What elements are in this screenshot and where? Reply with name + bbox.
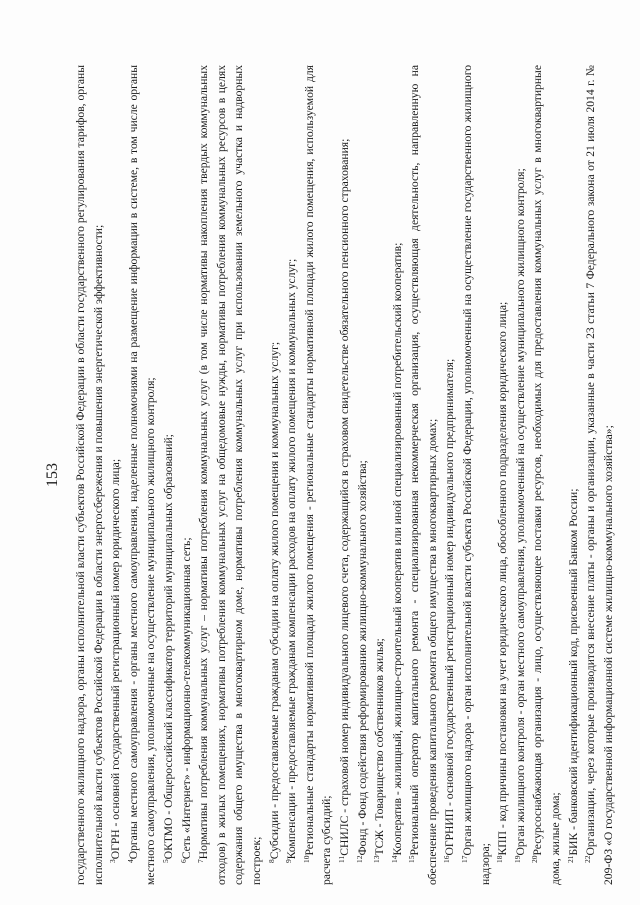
footnote-number: 8	[266, 859, 276, 863]
footnote-8	[266, 65, 284, 885]
footnote-number: 6	[178, 859, 188, 863]
footnote-22	[582, 65, 617, 885]
footnote-text: Фонд - Фонд содействия реформированию жилищно-коммунального хозяйства;	[355, 460, 369, 856]
footnote-number: 19	[512, 855, 522, 863]
footnote-text: Сеть «Интернет» - информационно-телекоммуникационная сеть;	[179, 537, 193, 860]
footnote-text: Субсидии - предоставляемые гражданам субсидии на оплату жилого помещения и коммунальных услуг;	[267, 341, 281, 860]
footnote-text: Органы местного самоуправления - органы местного самоуправления, наделенные полномочиями на размещение информации в системе, в том числе органы местного самоуправления, уполномоченные на осуществление муниципального жилищного контроля;	[126, 65, 158, 885]
footnote-14	[389, 65, 407, 885]
footnote-4	[125, 65, 160, 885]
footnote-text: Кооператив - жилищный, жилищно-строительный кооператив или иной специализированный потребительский кооператив;	[390, 242, 404, 856]
footnote-10	[301, 65, 336, 885]
footnote-text: СНИЛС - страховой номер индивидуального лицевого счета, содержащийся в страховом свидетельстве обязательного пенсионного страхования;	[337, 138, 351, 856]
footnote-number: 11	[336, 855, 346, 863]
footnote-number: 17	[460, 855, 470, 863]
footnote-5	[160, 65, 178, 885]
footnote-17	[459, 65, 494, 885]
footnote-text: БИК - банковский идентификационный код, присвоенный Банком России;	[566, 488, 580, 856]
footnote-text: КПП - код причины постановки на учет юридического лица, обособленного подразделения юридического лица;	[496, 301, 510, 856]
footnote-text: Нормативы потребления коммунальных услуг – нормативы потребления коммунальных услуг (в том числе нормативы накопления твердых коммунальных отходов) в жилых помещениях, нормативы потребления коммунальных услуг на общедомовые нужды, нормативы потребления коммунальных ресурсов в целях содержания общего имущества в многоквартирном доме, нормативы потребления коммунальных услуг при использовании земельного участка и надворных построек;	[197, 65, 263, 885]
footnote-text: ОКТМО - Общероссийский классификатор территорий муниципальных образований;	[161, 434, 175, 860]
page-number: 153	[44, 463, 61, 487]
footnote-7	[195, 65, 265, 885]
footnote-13	[371, 65, 389, 885]
footnote-3	[107, 65, 125, 885]
footnote-number: 21	[565, 855, 575, 863]
footnote-text: Региональный оператор капитального ремонта - специализированная некоммерческая организация, осуществляющая деятельность, направленную на обеспечение проведения капитального ремонта общего имущества в многоквартирных домах;	[408, 65, 439, 885]
rotated-content	[40, 65, 615, 885]
footnote-number: 12	[354, 855, 364, 863]
footnote-number: 3	[108, 859, 118, 863]
footnote-number: 15	[407, 855, 417, 863]
footnote-number: 14	[389, 855, 399, 863]
footnote-text: ОГРНИП - основной государственный регистрационный номер индивидуального предпринимателя;	[443, 358, 457, 856]
footnote-20	[529, 65, 564, 885]
footnote-number: 10	[301, 855, 311, 863]
footnote-6	[178, 65, 196, 885]
footnote-number: 16	[442, 855, 452, 863]
footnote-list	[72, 65, 617, 885]
footnote-21	[565, 65, 583, 885]
footnote-15	[406, 65, 441, 885]
footnote-number: 18	[495, 855, 505, 863]
footnote-number: 7	[196, 859, 206, 863]
footnote-text: ТСЖ - Товарищество собственников жилья;	[373, 638, 387, 856]
footnote-number: 9	[284, 859, 294, 863]
footnote-11	[336, 65, 354, 885]
footnote-text: Орган жилищного контроля - орган местного самоуправления, уполномоченный на осуществление муниципального жилищного контроля;	[513, 168, 527, 856]
footnote-number: 20	[530, 855, 540, 863]
footnote-18	[494, 65, 512, 885]
footnote-text: государственного жилищного надзора, органы исполнительной власти субъектов Российской Федерации в области государственного регулирования тарифов, органы исполнительной власти субъектов Российской Федерации в области энергосбережения и повышения энергетической эффективности;	[74, 65, 105, 885]
footnote-text: Региональные стандарты нормативной площади жилого помещения - региональные стандарты нормативной площади жилого помещения, используемой для расчета субсидий;	[302, 65, 334, 885]
footnote-number: 5	[160, 859, 170, 863]
footnote-number: 13	[372, 855, 382, 863]
footnote-9	[283, 65, 301, 885]
footnote-19	[512, 65, 530, 885]
footnote-number: 22	[583, 855, 593, 863]
footnote-text: Организации, через которые производится внесение платы - органы и организации, указанные в части 23 статьи 7 Федерального закона от 21 июля 2014 г. № 209-ФЗ «О государственной информационной системе жилищно-коммунального хозяйства»;	[584, 65, 615, 885]
footnote-continuation	[72, 65, 107, 885]
footnote-text: Орган жилищного надзора - орган исполнительной власти субъекта Российской Федерации, уполномоченный на осуществление государственного жилищного надзора;	[461, 65, 492, 885]
footnote-text: ОГРН - основной государственный регистрационный номер юридического лица;	[109, 458, 123, 860]
footnote-16	[441, 65, 459, 885]
footnote-text: Ресурсоснабжающая организация - лицо, осуществляющее поставки ресурсов, необходимых для предоставления коммунальных услуг в многоквартирные дома, жилые дома;	[531, 65, 563, 885]
footnote-text: Компенсации - предоставляемые гражданам компенсации расходов на оплату жилого помещения и коммунальных услуг;	[285, 258, 299, 860]
footnote-number: 4	[125, 859, 135, 863]
footnote-12	[354, 65, 372, 885]
